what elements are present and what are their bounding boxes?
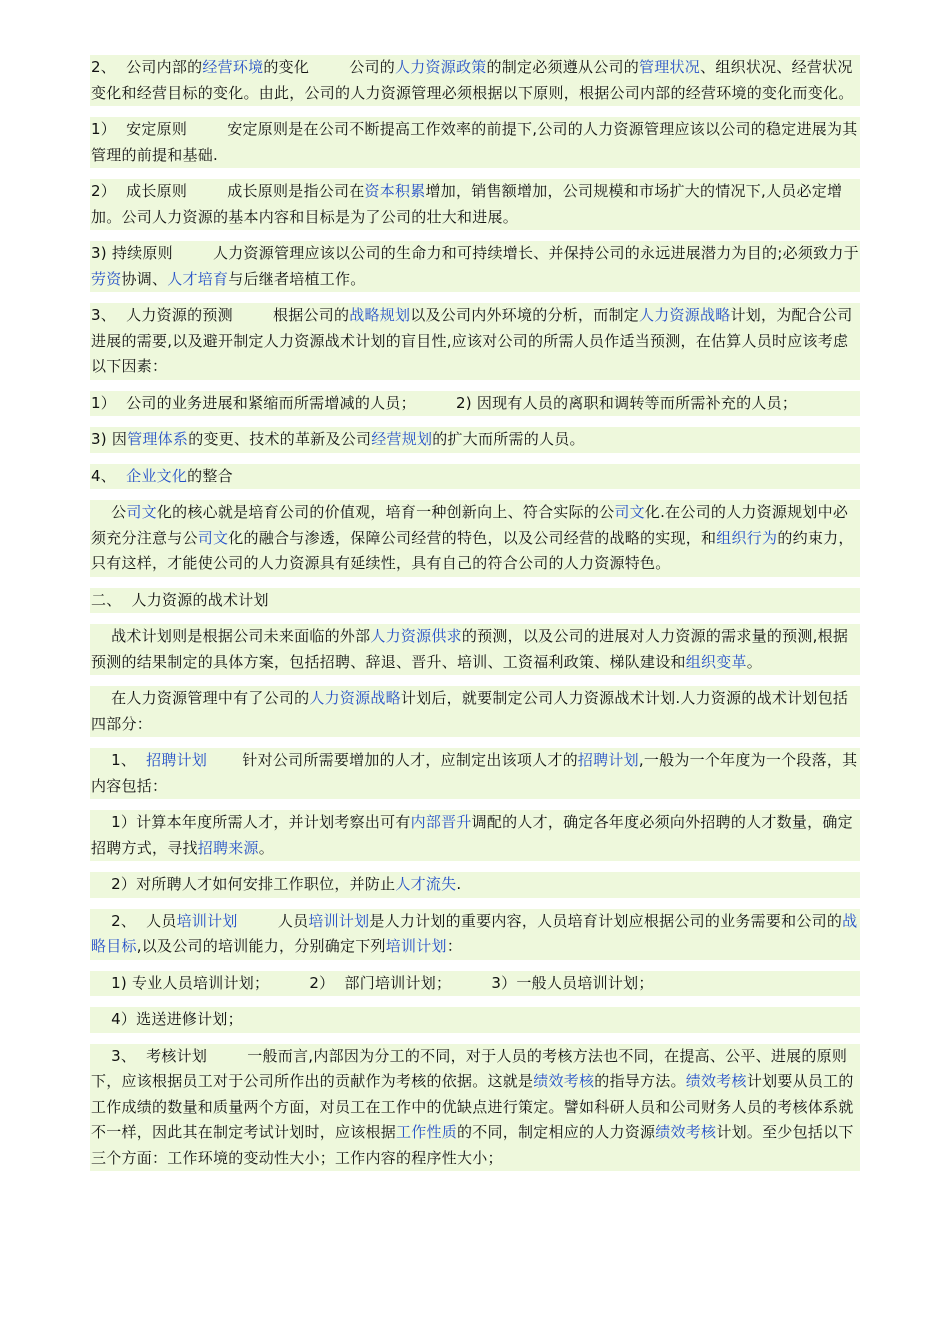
paragraph: [90, 810, 860, 861]
paragraph-text: .: [456, 875, 462, 893]
paragraph-text: 1) 专业人员培训计划； 2） 部门培训计划； 3）一般人员培训计划；: [111, 973, 654, 992]
paragraph: [90, 179, 860, 230]
hyperlink[interactable]: 培训计划: [308, 911, 370, 930]
paragraph-text: 战术计划则是根据公司未来面临的外部: [111, 627, 371, 645]
paragraph-text: 2） 成长原则 成长原则是指公司在: [91, 182, 365, 200]
hyperlink[interactable]: 组织变革: [685, 652, 747, 671]
paragraph-text: 以及公司内外环境的分析，而制定: [410, 306, 640, 324]
hyperlink[interactable]: 司文: [197, 528, 229, 547]
paragraph: [90, 748, 860, 799]
paragraph-text: ,一般为一个年度为一个段落，其内容包括：: [91, 751, 858, 795]
paragraph-text: 化.在公司的人力资源规划中必须充分注意与公: [91, 503, 849, 547]
paragraph-text: 4）选送进修计划；: [111, 1010, 243, 1028]
paragraph-text: 二、 人力资源的战术计划: [91, 590, 269, 609]
paragraph-text: 化的核心就是培育公司的价值观，培育一种创新向上、符合实际的公: [156, 503, 615, 521]
paragraph-text: 的约束力，只有这样，才能使公司的人力资源具有延续性，具有自己的符合公司的人力资源特色。: [91, 528, 854, 572]
hyperlink[interactable]: 培训计划: [176, 911, 238, 930]
hyperlink[interactable]: 管理体系: [127, 430, 189, 448]
paragraph-indent: [91, 875, 111, 893]
paragraph-indent: [91, 1010, 111, 1028]
hyperlink[interactable]: 人力资源政策: [395, 58, 487, 76]
paragraph-text: ,以及公司的培训能力，分别确定下列: [136, 937, 386, 955]
paragraph-text: 增加，销售额增加，公司规模和市场扩大的情况下,人员必定增加。公司人力资源的基本内容和目标是为了公司的壮大和进展。: [91, 182, 843, 226]
paragraph: [90, 464, 860, 490]
paragraph-indent: [91, 813, 111, 831]
paragraph-text: 1、: [111, 751, 147, 769]
paragraph-text: 化的融合与渗透，保障公司经营的特色，以及公司经营的战略的实现，和: [228, 528, 717, 547]
paragraph: [90, 588, 860, 614]
document-body: [90, 55, 860, 1182]
paragraph-text: 3) 持续原则 人力资源管理应该以公司的生命力和可持续增长、并保持公司的永远进展潜力为目的;必须致力于: [91, 244, 859, 262]
paragraph-text: 计划后，就要制定公司人力资源战术计划.人力资源的战术计划包括四部分：: [91, 689, 849, 733]
paragraph-indent: [91, 1047, 111, 1065]
hyperlink[interactable]: 内部晋升: [410, 813, 472, 831]
paragraph-text: 公: [111, 503, 127, 521]
paragraph-text: 4、: [91, 466, 127, 485]
paragraph: [90, 241, 860, 292]
paragraph-text: 的预测，以及公司的进展对人力资源的需求量的预测,根据预测的结果制定的具体方案，包括招聘、辞退、晋升、培训、工资福利政策、梯队建设和: [91, 627, 849, 671]
hyperlink[interactable]: 司文: [614, 503, 645, 521]
hyperlink[interactable]: 人力资源供求: [370, 627, 462, 645]
paragraph-text: 。: [258, 838, 275, 857]
paragraph-text: 3、 考核计划 一般而言,内部因为分工的不同，对于人员的考核方法也不同，在提高、公平、进展的原则下，应该根据员工对于公司所作出的贡献作为考核的依据。这就是: [91, 1046, 848, 1090]
hyperlink[interactable]: 人力资源战略: [309, 689, 401, 707]
paragraph: [90, 872, 860, 898]
paragraph: [90, 391, 860, 417]
paragraph-text: 2）对所聘人才如何安排工作职位，并防止: [111, 875, 396, 893]
hyperlink[interactable]: 经营环境: [202, 58, 264, 76]
hyperlink[interactable]: 管理状况: [639, 58, 701, 76]
paragraph-text: 的变化 公司的: [263, 58, 396, 76]
hyperlink[interactable]: 招聘计划: [146, 751, 208, 769]
hyperlink[interactable]: 组织行为: [716, 528, 778, 547]
hyperlink[interactable]: 绩效考核: [685, 1072, 747, 1090]
hyperlink[interactable]: 绩效考核: [655, 1123, 717, 1141]
paragraph: [90, 500, 860, 577]
paragraph: [90, 686, 860, 737]
hyperlink[interactable]: 人才流失: [395, 875, 457, 893]
paragraph: [90, 117, 860, 168]
paragraph-indent: [91, 627, 111, 645]
paragraph: [90, 1044, 860, 1172]
hyperlink[interactable]: 战略规划: [349, 306, 411, 324]
paragraph-text: 调配的人才，确定各年度必须向外招聘的人才数量，确定招聘方式，寻找: [91, 813, 853, 857]
paragraph-text: 1）计算本年度所需人才，并计划考察出可有: [111, 813, 411, 831]
paragraph: [90, 55, 860, 106]
paragraph-text: 的指导方法。: [594, 1072, 686, 1090]
paragraph-text: 2、 人员: [111, 911, 177, 930]
paragraph-text: 、组织状况、经营状况变化和经营目标的变化。由此，公司的人力资源管理必须根据以下原则，根据公司内部的经营环境的变化而变化。: [91, 58, 854, 102]
paragraph-text: 协调、: [121, 269, 168, 288]
hyperlink[interactable]: 人才培育: [167, 269, 229, 288]
hyperlink[interactable]: 战略目标: [91, 911, 858, 955]
hyperlink[interactable]: 经营规划: [371, 430, 433, 448]
paragraph: [90, 909, 860, 960]
paragraph-text: 计划。至少包括以下三个方面：工作环境的变动性大小；工作内容的程序性大小；: [91, 1123, 854, 1167]
paragraph-indent: [91, 751, 111, 769]
hyperlink[interactable]: 劳资: [91, 269, 122, 288]
paragraph-text: 人员: [237, 911, 309, 930]
hyperlink[interactable]: 司文: [126, 503, 157, 521]
paragraph-text: 的不同，制定相应的人力资源: [457, 1123, 656, 1141]
paragraph: [90, 971, 860, 997]
paragraph-text: ：: [446, 937, 463, 955]
paragraph-text: 3) 因: [91, 430, 128, 448]
paragraph-indent: [91, 503, 111, 521]
paragraph-text: 3、 人力资源的预测 根据公司的: [91, 306, 350, 324]
paragraph-text: 针对公司所需要增加的人才，应制定出该项人才的: [207, 751, 578, 769]
paragraph-text: 。: [746, 652, 763, 671]
hyperlink[interactable]: 招聘来源: [197, 838, 259, 857]
paragraph: [90, 624, 860, 675]
paragraph-text: 的变更、技术的革新及公司: [188, 430, 372, 448]
hyperlink[interactable]: 招聘计划: [577, 751, 639, 769]
hyperlink[interactable]: 培训计划: [385, 937, 447, 955]
paragraph-indent: [91, 689, 111, 707]
hyperlink[interactable]: 绩效考核: [533, 1072, 595, 1090]
hyperlink[interactable]: 资本积累: [364, 182, 426, 200]
paragraph-indent: [91, 912, 111, 930]
paragraph: [90, 1007, 860, 1033]
paragraph-text: 的扩大而所需的人员。: [432, 430, 585, 448]
paragraph-text: 与后继者培植工作。: [228, 269, 366, 288]
paragraph-indent: [91, 974, 111, 992]
paragraph-text: 计划要从员工的工作成绩的数量和质量两个方面，对员工在工作中的优缺点进行策定。譬如科研人员和公司财务人员的考核体系就不一样，因此其在制定考试计划时，应该根据: [91, 1072, 854, 1141]
hyperlink[interactable]: 工作性质: [396, 1123, 458, 1141]
paragraph: [90, 303, 860, 380]
paragraph-text: 是人力计划的重要内容，人员培育计划应根据公司的业务需要和公司的: [369, 911, 843, 930]
paragraph: [90, 427, 860, 453]
paragraph-text: 在人力资源管理中有了公司的: [111, 689, 310, 707]
paragraph-text: 1） 安定原则 安定原则是在公司不断提高工作效率的前提下,公司的人力资源管理应该以公司的稳定进展为其管理的前提和基础.: [91, 120, 858, 164]
paragraph-text: 2、 公司内部的: [91, 58, 203, 76]
hyperlink[interactable]: 企业文化: [126, 466, 188, 485]
paragraph-text: 的整合: [187, 466, 233, 485]
paragraph-text: 的制定必须遵从公司的: [486, 58, 640, 76]
hyperlink[interactable]: 人力资源战略: [639, 306, 731, 324]
paragraph-text: 计划，为配合公司进展的需要,以及避开制定人力资源战术计划的盲目性,应该对公司的所需人员作适当预测，在估算人员时应该考虑以下因素：: [91, 306, 853, 375]
paragraph-text: 1） 公司的业务进展和紧缩而所需增减的人员； 2) 因现有人员的离职和调转等而所需补充的人员；: [91, 393, 798, 412]
